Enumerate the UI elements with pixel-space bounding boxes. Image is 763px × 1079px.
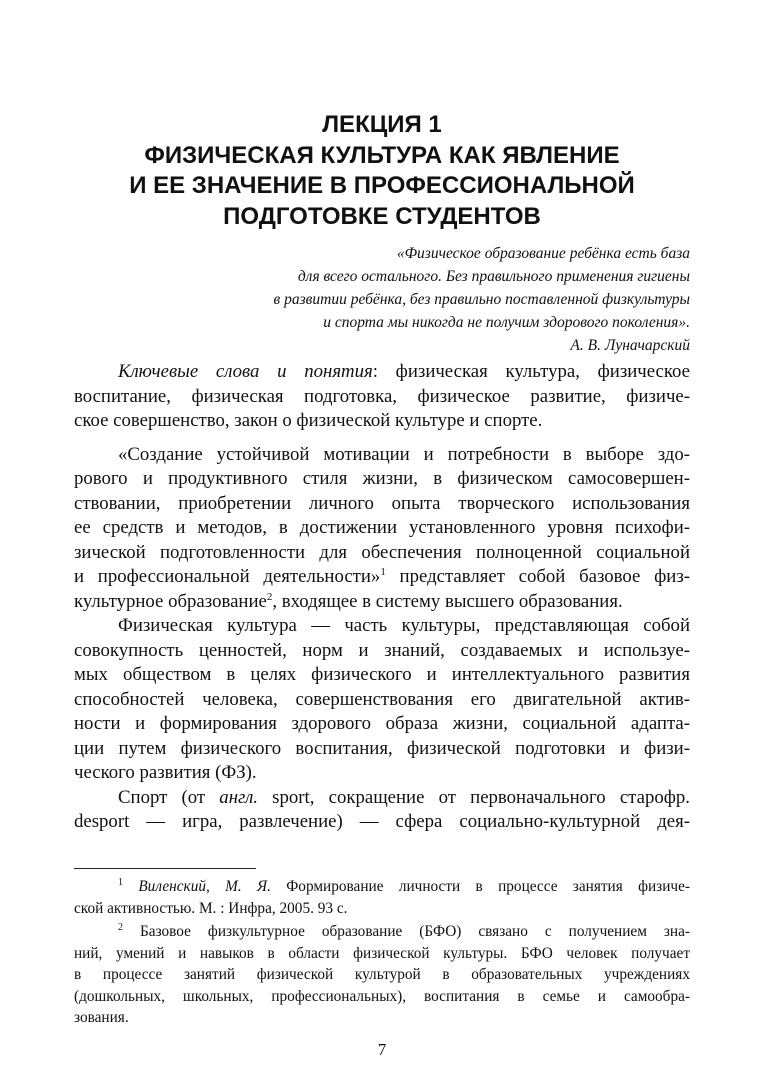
- footnote-2-line: ний, умений и навыков в области физической культуры. БФО человек получает: [74, 944, 690, 962]
- paragraph-line: desport — игра, развлечение) — сфера социально-культурной дея-: [74, 811, 690, 832]
- paragraph-line: ствовании, приобретении личного опыта творческого использования: [74, 492, 690, 514]
- paragraph-line: «Создание устойчивой мотивации и потребности в выборе здо-: [118, 443, 690, 465]
- paragraph-line: мых обществом в целях физического и интеллектуального развития: [74, 664, 690, 685]
- paragraph-text: и профессиональной деятельности»: [74, 566, 381, 587]
- epigraph-line: «Физическое образование ребёнка есть база: [396, 245, 690, 262]
- footnotes: [74, 876, 690, 1029]
- paragraph-line: [74, 590, 690, 615]
- footnote-number: 1: [118, 877, 123, 888]
- footnote-number: 2: [118, 922, 123, 933]
- lecture-title: [74, 110, 690, 232]
- paragraph-text: sport, сокращение от первоначального старофр.: [257, 786, 690, 808]
- book-page: [74, 0, 690, 1079]
- footnote-divider: [74, 868, 256, 869]
- footnote-author: Виленский, М. Я.: [138, 878, 271, 895]
- paragraph-text: представляет собой базовое физ-: [385, 566, 690, 587]
- footnote-text: Базовое физкультурное образование (БФО) связано с получением зна-: [140, 923, 690, 940]
- body-text: [74, 360, 690, 835]
- footnote-text: Формирование личности в процессе занятия физиче-: [270, 878, 690, 895]
- keywords-line: воспитание, физическая подготовка, физическое развитие, физиче-: [74, 385, 690, 407]
- paragraph-line: [74, 786, 690, 811]
- paragraph-line: совокупность ценностей, норм и знаний, создаваемых и используе-: [74, 639, 690, 661]
- footnote-ref-1[interactable]: 1: [380, 566, 386, 578]
- epigraph-line: для всего остального. Без правильного применения гигиены: [297, 268, 690, 285]
- paragraph-text: Спорт (от: [118, 786, 220, 808]
- paragraph-line: ности и формирования здорового образа жизни, социальной адапта-: [74, 713, 690, 734]
- paragraph-line: зической подготовленности для обеспечения полноценной социальной: [74, 541, 690, 563]
- page-number: 7: [377, 1040, 387, 1059]
- paragraph-line: ческого развития (ФЗ).: [74, 762, 257, 783]
- paragraph-text: , входящее в систему высшего образования.: [272, 590, 623, 612]
- keywords-text: : физическая культура, физическое: [372, 361, 690, 382]
- epigraph: [150, 242, 690, 357]
- paragraph-italic: англ.: [219, 786, 258, 808]
- paragraph-line: рового и продуктивного стиля жизни, в физическом самосовершен-: [74, 468, 690, 489]
- keywords-line: ское совершенство, закон о физической культуре и спорте.: [74, 410, 543, 431]
- paragraph-line: ее средств и методов, в достижении установленного уровня психофи-: [74, 517, 690, 538]
- paragraph-line: [74, 565, 690, 590]
- title-line: ФИЗИЧЕСКАЯ КУЛЬТУРА КАК ЯВЛЕНИЕ: [144, 141, 620, 169]
- paragraph-line: Физическая культура — часть культуры, представляющая собой: [118, 615, 690, 636]
- paragraph-text: культурное образование: [74, 590, 267, 612]
- keywords-line: [74, 360, 690, 385]
- paragraph-line: ции путем физического воспитания, физической подготовки и физи-: [74, 737, 690, 759]
- epigraph-line: и спорта мы никогда не получим здорового поколения».: [323, 314, 690, 331]
- epigraph-line: в развитии ребёнка, без правильно поставленной физкультуры: [273, 291, 690, 308]
- footnote-2-line: в процессе занятий физической культурой в образовательных учреждениях: [74, 966, 690, 983]
- title-line: И ЕЕ ЗНАЧЕНИЕ В ПРОФЕССИОНАЛЬНОЙ: [129, 172, 635, 199]
- title-line: ПОДГОТОВКЕ СТУДЕНТОВ: [223, 202, 541, 230]
- footnote-2-line: [74, 921, 690, 943]
- footnote-ref-2[interactable]: 2: [266, 590, 273, 603]
- footnote-1-line: [74, 876, 690, 898]
- footnote-1-line: ской активностью. М. : Инфра, 2005. 93 с.: [74, 899, 348, 917]
- footnote-2-line: (дошкольных, школьных, профессиональных), воспитания в семье и самообра-: [74, 987, 690, 1005]
- epigraph-author: А. В. Луначарский: [570, 337, 690, 354]
- title-line: ЛЕКЦИЯ 1: [322, 111, 442, 138]
- paragraph-line: способностей человека, совершенствования его двигательной актив-: [74, 688, 690, 710]
- footnote-2-line: зования.: [74, 1009, 129, 1026]
- keywords-label: Ключевые слова и понятия: [118, 361, 373, 382]
